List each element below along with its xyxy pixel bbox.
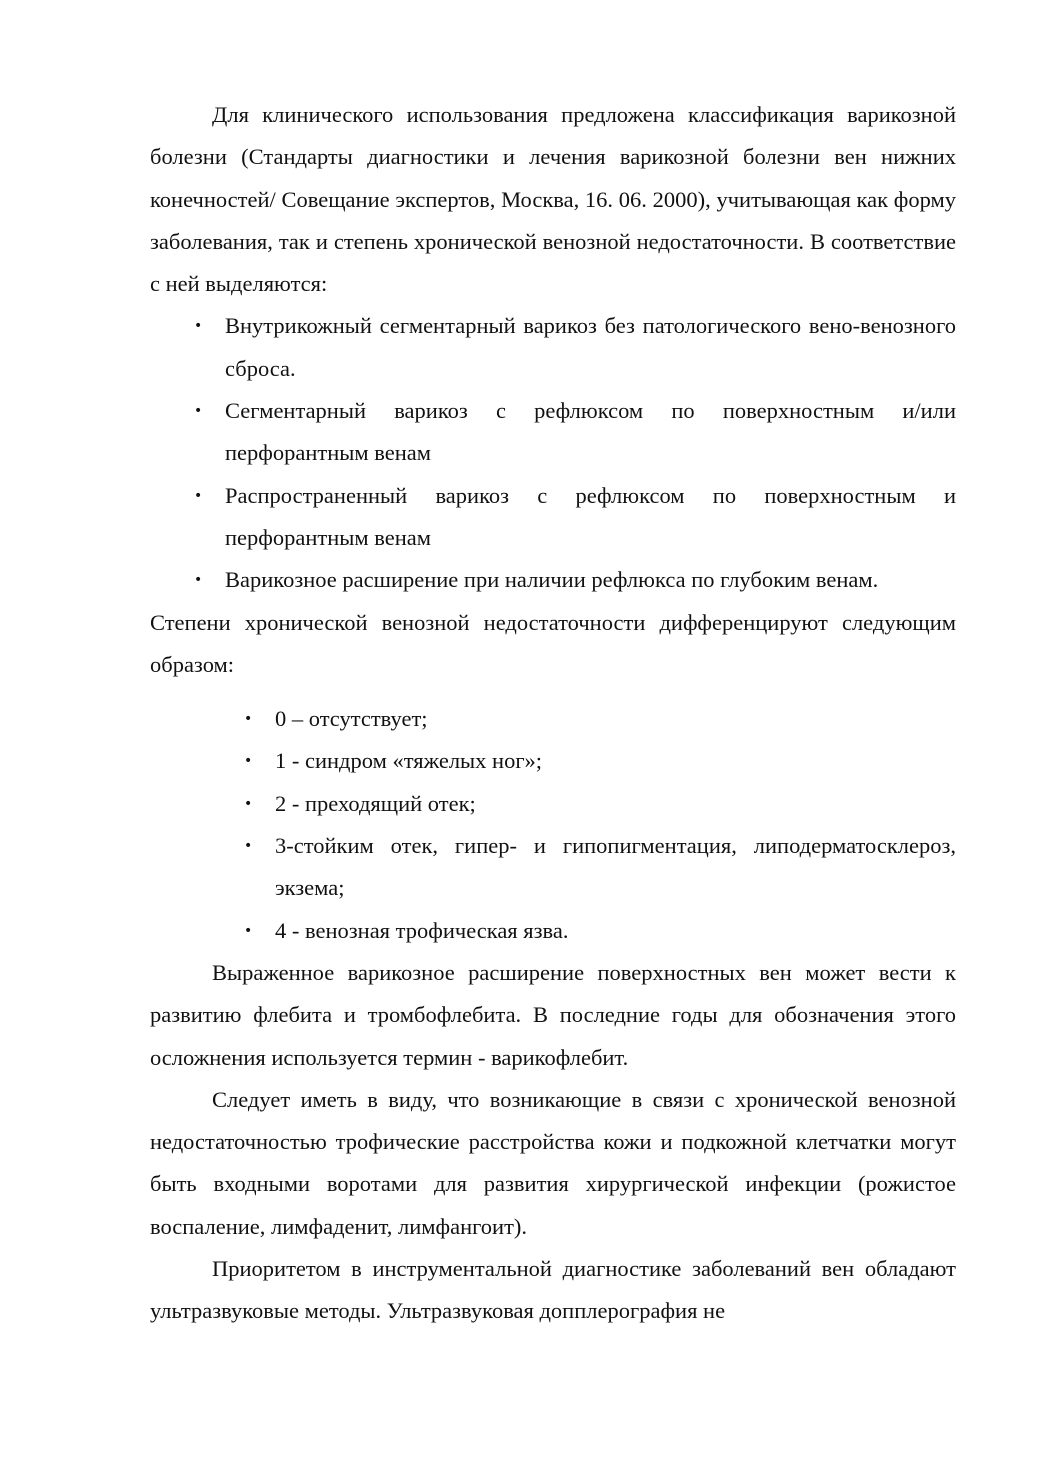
bullet-icon: • (194, 572, 203, 589)
list-item-text: 4 - венозная трофическая язва. (275, 917, 569, 943)
paragraph-degrees-intro: Степени хронической венозной недостаточности дифференцируют следующим образом: (150, 609, 956, 677)
list-item (150, 698, 956, 740)
insufficiency-degrees-list (150, 698, 956, 952)
bullet-icon: • (244, 922, 253, 939)
bullet-icon: • (244, 711, 253, 728)
bullet-icon: • (244, 838, 253, 855)
paragraph-varicophlebitis: Выраженное варикозное расширение поверхностных вен может вести к развитию флебита и тромбофлебита. В последние годы для обозначения этого осложнения используется термин - варикофлебит. (150, 959, 956, 1070)
list-item-text: 2 - преходящий отек; (275, 790, 476, 816)
list-item (150, 390, 956, 475)
bullet-icon: • (194, 487, 203, 504)
list-item (150, 559, 956, 601)
list-item-text: Сегментарный варикоз с рефлюксом по поверхностным и/или перфорантным венам (225, 398, 956, 466)
list-item-text: 3-стойким отек, гипер- и гипопигментация, липодерматосклероз, экзема; (275, 833, 956, 901)
list-item (150, 825, 956, 910)
bullet-icon: • (244, 753, 253, 770)
varicose-forms-list (150, 305, 956, 601)
bullet-icon: • (194, 403, 203, 420)
paragraph-classification: Для клинического использования предложена классификация варикозной болезни (Стандарты диагностики и лечения варикозной болезни вен нижних конечностей/ Совещание экспертов, Москва, 16. 06. 2000), учитывающая как форму заболевания, так и степень хронической венозной недостаточности. В соответствие с ней выделяются: (150, 102, 956, 297)
document-body (150, 94, 956, 1333)
list-item-text: Варикозное расширение при наличии рефлюкса по глубоким венам. (225, 567, 879, 593)
bullet-icon: • (194, 318, 203, 335)
paragraph-trophic-disorders: Следует иметь в виду, что возникающие в связи с хронической венозной недостаточностью трофические расстройства кожи и подкожной клетчатки могут быть входными воротами для развития хирургической инфекции (рожистое воспаление, лимфаденит, лимфангоит). (150, 1086, 956, 1239)
list-item-text: Распространенный варикоз с рефлюксом по поверхностным и перфорантным венам (225, 482, 956, 550)
list-item-text: 1 - синдром «тяжелых ног»; (275, 748, 543, 774)
list-item-text: 0 – отсутствует; (275, 706, 428, 732)
bullet-icon: • (244, 795, 253, 812)
paragraph-ultrasound: Приоритетом в инструментальной диагностике заболеваний вен обладают ультразвуковые методы. Ультразвуковая допплерография не (150, 1256, 956, 1324)
list-item (150, 910, 956, 952)
list-item (150, 740, 956, 782)
list-item-text: Внутрикожный сегментарный варикоз без патологического вено-венозного сброса. (225, 313, 956, 381)
list-item (150, 305, 956, 390)
list-item (150, 783, 956, 825)
list-item (150, 475, 956, 560)
